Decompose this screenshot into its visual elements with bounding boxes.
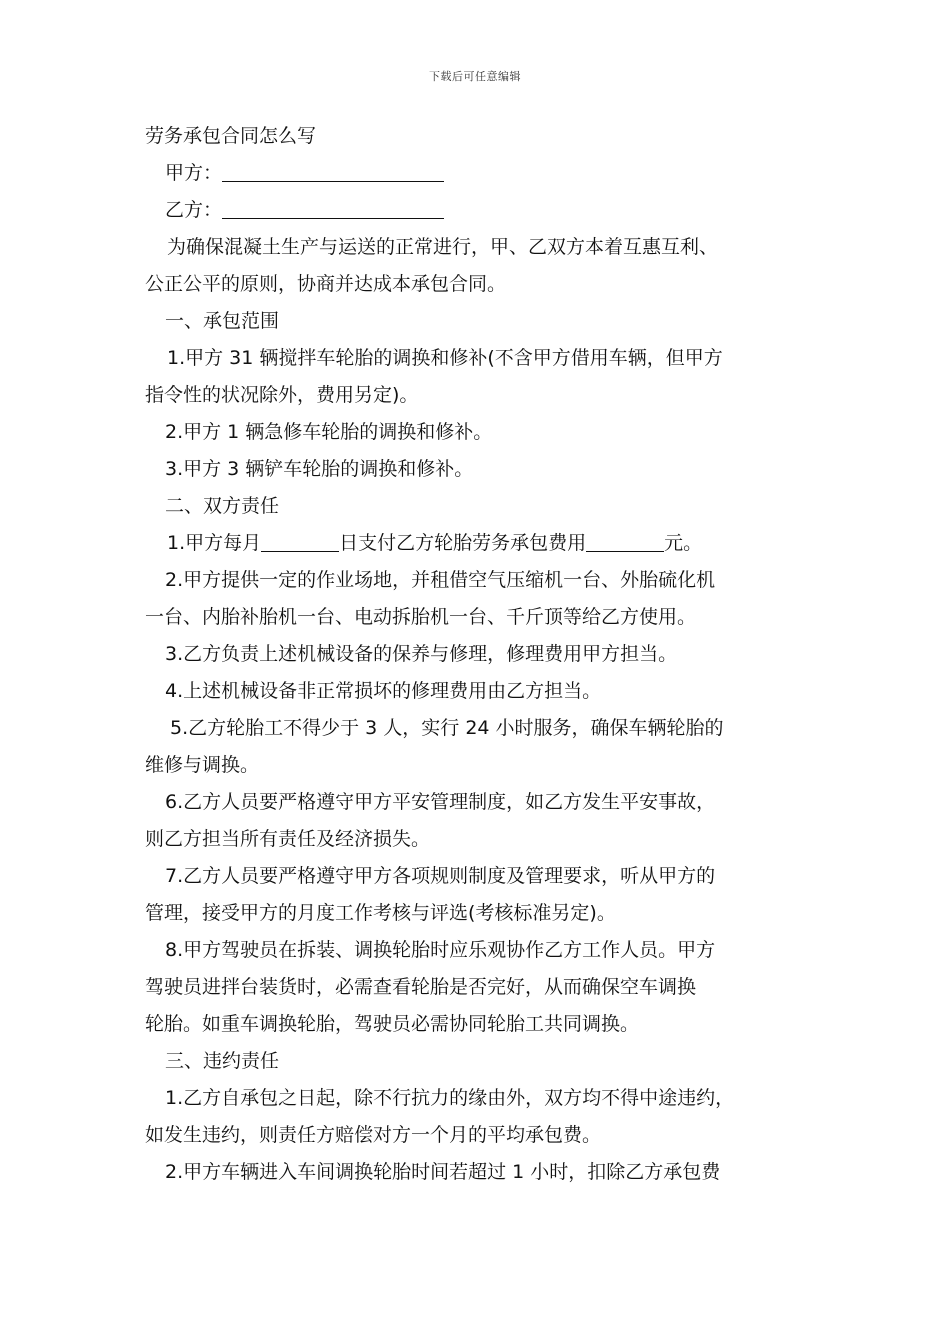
intro-line-1: 为确保混凝土生产与运送的正常进行，甲、乙双方本着互惠互利、 xyxy=(167,236,719,258)
resp-item-2-line-1: 2.甲方提供一定的作业场地，并租借空气压缩机一台、外胎硫化机 xyxy=(165,569,716,591)
resp-item-1 xyxy=(145,525,815,562)
scope-item-2: 2.甲方 1 辆急修车轮胎的调换和修补。 xyxy=(165,421,493,443)
breach-item-2: 2.甲方车辆进入车间调换轮胎时间若超过 1 小时，扣除乙方承包费 xyxy=(165,1161,721,1183)
resp-item-7-line-2: 管理，接受甲方的月度工作考核与评选(考核标准另定)。 xyxy=(145,902,616,924)
scope-item-1-line-2: 指令性的状况除外，费用另定)。 xyxy=(145,384,419,406)
payment-amount-blank xyxy=(586,529,664,552)
section-heading-responsibilities: 二、双方责任 xyxy=(165,495,280,517)
party-a-blank xyxy=(222,159,444,182)
section-heading-breach: 三、违约责任 xyxy=(165,1050,280,1072)
party-b-label: 乙方： xyxy=(165,199,223,221)
resp-item-2-line-2: 一台、内胎补胎机一台、电动拆胎机一台、千斤顶等给乙方使用。 xyxy=(145,606,697,628)
intro-line-2: 公正公平的原则，协商并达成本承包合同。 xyxy=(145,273,507,295)
document-body xyxy=(145,118,815,1191)
resp-item-1-post: 元。 xyxy=(664,532,703,554)
party-b-line xyxy=(145,192,815,229)
page-header: 下载后可任意编辑 xyxy=(429,70,521,83)
resp-item-6-line-1: 6.乙方人员要严格遵守甲方平安管理制度，如乙方发生平安事故， xyxy=(165,791,716,813)
breach-item-1-line-1: 1.乙方自承包之日起，除不行抗力的缘由外，双方均不得中途违约， xyxy=(165,1087,735,1109)
scope-item-3: 3.甲方 3 辆铲车轮胎的调换和修补。 xyxy=(165,458,474,480)
resp-item-7-line-1: 7.乙方人员要严格遵守甲方各项规则制度及管理要求，听从甲方的 xyxy=(165,865,716,887)
resp-item-6-line-2: 则乙方担当所有责任及经济损失。 xyxy=(145,828,431,850)
resp-item-5-line-1: 5.乙方轮胎工不得少于 3 人，实行 24 小时服务，确保车辆轮胎的 xyxy=(170,717,724,739)
resp-item-8-line-2: 驾驶员进拌台装货时，必需查看轮胎是否完好，从而确保空车调换 xyxy=(145,976,697,998)
document-title: 劳务承包合同怎么写 xyxy=(145,125,317,147)
resp-item-5-line-2: 维修与调换。 xyxy=(145,754,260,776)
resp-item-1-pre: 1.甲方每月 xyxy=(167,532,262,554)
resp-item-3: 3.乙方负责上述机械设备的保养与修理，修理费用甲方担当。 xyxy=(165,643,678,665)
party-b-blank xyxy=(222,196,444,219)
party-a-line xyxy=(145,155,815,192)
breach-item-1-line-2: 如发生违约，则责任方赔偿对方一个月的平均承包费。 xyxy=(145,1124,602,1146)
payment-day-blank xyxy=(261,529,339,552)
resp-item-1-mid: 日支付乙方轮胎劳务承包费用 xyxy=(339,532,587,554)
resp-item-8-line-1: 8.甲方驾驶员在拆装、调换轮胎时应乐观协作乙方工作人员。甲方 xyxy=(165,939,716,961)
section-heading-scope: 一、承包范围 xyxy=(165,310,280,332)
resp-item-4: 4.上述机械设备非正常损坏的修理费用由乙方担当。 xyxy=(165,680,602,702)
scope-item-1-line-1: 1.甲方 31 辆搅拌车轮胎的调换和修补(不含甲方借用车辆，但甲方 xyxy=(167,347,723,369)
resp-item-8-line-3: 轮胎。如重车调换轮胎，驾驶员必需协同轮胎工共同调换。 xyxy=(145,1013,640,1035)
party-a-label: 甲方： xyxy=(165,162,223,184)
